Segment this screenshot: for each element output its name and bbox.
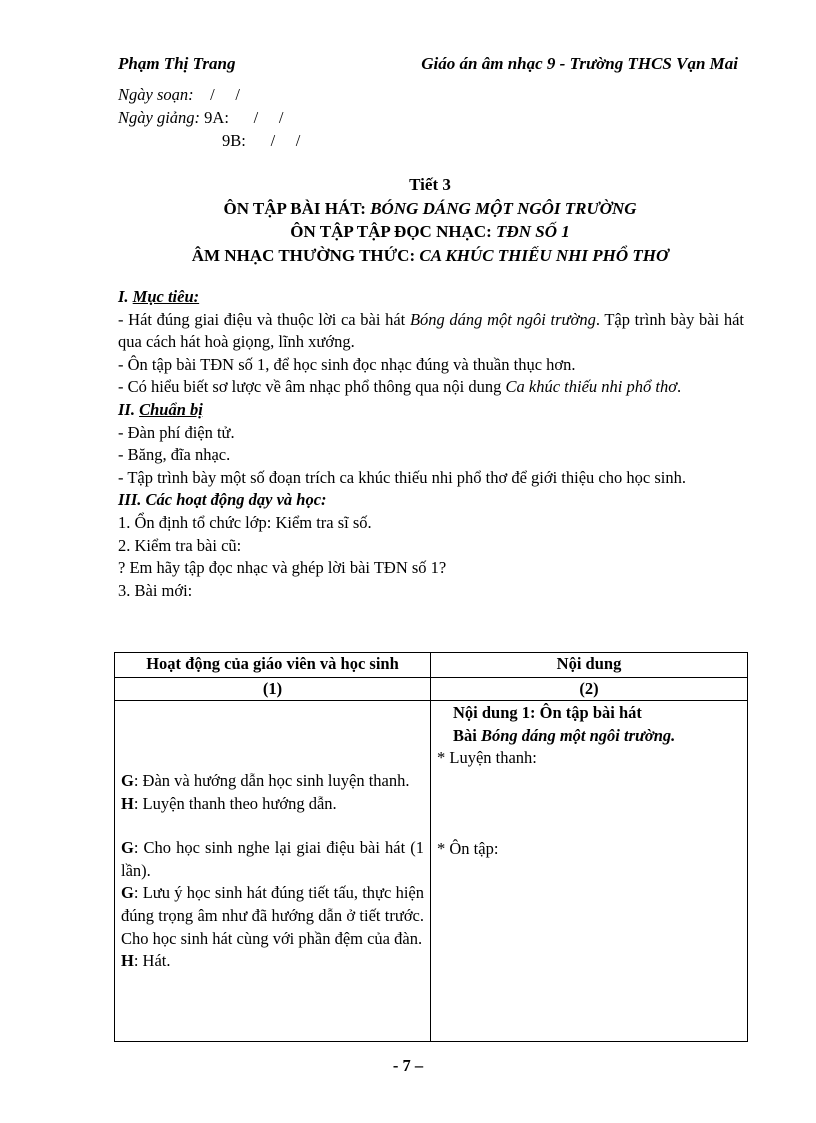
title-line-3-prefix: ÂM NHẠC THƯỜNG THỨC: bbox=[191, 245, 420, 265]
objectives-heading-num: I. bbox=[118, 287, 133, 306]
ngay-giang-row bbox=[118, 106, 300, 129]
title-line-1 bbox=[114, 197, 746, 221]
header-doc-title: Giáo án âm nhạc 9 - Trường THCS Vạn Mai bbox=[421, 54, 738, 73]
objective-3-text-b: . bbox=[677, 377, 682, 397]
activity-g1 bbox=[121, 770, 424, 793]
date-block bbox=[118, 83, 300, 152]
objectives-heading-text: Mục tiêu: bbox=[132, 287, 200, 306]
activity-h2 bbox=[121, 950, 424, 973]
content-cell bbox=[431, 701, 748, 1042]
ngay-giang-label: Ngày giảng: bbox=[118, 108, 201, 127]
role-tag: G bbox=[121, 771, 134, 790]
objective-3-topic: Ca khúc thiếu nhi phổ thơ bbox=[505, 377, 677, 397]
preparation-item-2: - Băng, đĩa nhạc. bbox=[118, 445, 231, 465]
content-song-prefix: Bài bbox=[453, 725, 481, 745]
title-line-2 bbox=[114, 220, 746, 244]
class-9a-date: 9A: / / bbox=[200, 108, 284, 127]
objective-3-text-a: - Có hiểu biết sơ lược về âm nhạc phổ thông qua nội dung bbox=[118, 377, 506, 397]
header-author: Phạm Thị Trang bbox=[118, 54, 236, 73]
lesson-number: Tiết 3 bbox=[409, 175, 451, 194]
preparation-item-1: - Đàn phí điện tử. bbox=[118, 422, 235, 442]
title-line-2-exercise: TĐN SỐ 1 bbox=[496, 222, 570, 241]
title-line-3 bbox=[114, 244, 746, 268]
ngay-soan-row bbox=[118, 83, 300, 106]
activity-text: : Hát. bbox=[133, 951, 171, 971]
content-review: * Ôn tập: bbox=[437, 838, 499, 858]
preparation-item-3: - Tập trình bày một số đoạn trích ca khúc thiếu nhi phổ thơ để giới thiệu cho học sinh. bbox=[118, 467, 686, 487]
activity-h1 bbox=[121, 793, 424, 816]
lesson-body bbox=[118, 286, 744, 602]
content-title: Nội dung 1: Ôn tập bài hát bbox=[453, 703, 642, 722]
objective-item-2: - Ôn tập bài TĐN số 1, để học sinh đọc nhạc đúng và thuần thục hơn. bbox=[118, 354, 576, 374]
role-tag: H bbox=[121, 793, 134, 813]
objective-item-1 bbox=[118, 309, 744, 354]
title-line-1-song: BÓNG DÁNG MỘT NGÔI TRƯỜNG bbox=[370, 198, 637, 218]
activity-text: : Luyện thanh theo hướng dẫn. bbox=[133, 793, 337, 813]
title-line-1-prefix: ÔN TẬP BÀI HÁT: bbox=[223, 198, 371, 218]
lesson-title-block bbox=[114, 173, 746, 267]
role-tag: G bbox=[121, 838, 134, 858]
title-line-3-topic: CA KHÚC THIẾU NHI PHỔ THƠ bbox=[419, 245, 669, 265]
content-song bbox=[437, 725, 741, 748]
preparation-heading-text: Chuẩn bị bbox=[139, 399, 203, 419]
role-tag: G bbox=[121, 883, 134, 903]
objective-1-song: Bóng dáng một ngôi trường bbox=[409, 309, 596, 329]
activity-step-2: 2. Kiểm tra bài cũ: bbox=[118, 535, 242, 555]
activity-g3 bbox=[121, 882, 424, 950]
activity-question: ? Em hãy tập đọc nhạc và ghép lời bài TĐN số 1? bbox=[118, 558, 447, 578]
activity-table bbox=[114, 652, 748, 1042]
col-1-number: (1) bbox=[115, 678, 431, 701]
activity-g2 bbox=[121, 837, 424, 882]
objective-1-text-a: - Hát đúng giai điệu và thuộc lời ca bài hát bbox=[118, 309, 410, 329]
table-row bbox=[115, 701, 748, 1042]
col-content-header: Nội dung bbox=[431, 653, 748, 678]
activity-text: : Cho học sinh nghe lại giai điệu bài hát (1 lần). bbox=[121, 838, 424, 880]
activity-text: : Đàn và hướng dẫn học sinh luyện thanh. bbox=[133, 771, 410, 790]
activity-text: : Lưu ý học sinh hát đúng tiết tấu, thực hiện đúng trọng âm như đã hướng dẫn ở tiết trước. Cho học sinh hát cùng với phần đệm của đàn. bbox=[121, 883, 424, 948]
page-number: - 7 – bbox=[392, 1056, 424, 1075]
activity-step-3: 3. Bài mới: bbox=[118, 580, 193, 600]
class-9b-date: 9B: / / bbox=[222, 131, 301, 150]
table-header-row bbox=[115, 653, 748, 678]
ngay-soan-value: / / bbox=[193, 85, 240, 104]
objective-1-text-b: . Tập trình bày bài hát qua cách hát hoà giọng, lĩnh xướng. bbox=[118, 309, 744, 352]
preparation-heading bbox=[118, 399, 744, 422]
role-tag: H bbox=[121, 951, 134, 971]
ngay-soan-label: Ngày soạn: bbox=[118, 85, 194, 104]
class-9b-row bbox=[118, 129, 300, 152]
objective-item-3 bbox=[118, 376, 744, 399]
col-teacher-student-header: Hoạt động của giáo viên và học sinh bbox=[115, 653, 431, 678]
title-line-2-prefix: ÔN TẬP TẬP ĐỌC NHẠC: bbox=[290, 222, 497, 241]
activity-cell bbox=[115, 701, 431, 1042]
objectives-heading bbox=[118, 286, 744, 309]
col-2-number: (2) bbox=[431, 678, 748, 701]
preparation-heading-num: II. bbox=[118, 399, 140, 419]
activity-step-1: 1. Ổn định tổ chức lớp: Kiểm tra sĩ số. bbox=[118, 512, 372, 532]
content-song-title: Bóng dáng một ngôi trường. bbox=[480, 725, 676, 745]
activities-heading: III. Các hoạt động dạy và học: bbox=[118, 490, 327, 510]
table-number-row bbox=[115, 678, 748, 701]
content-warmup: * Luyện thanh: bbox=[437, 748, 537, 768]
